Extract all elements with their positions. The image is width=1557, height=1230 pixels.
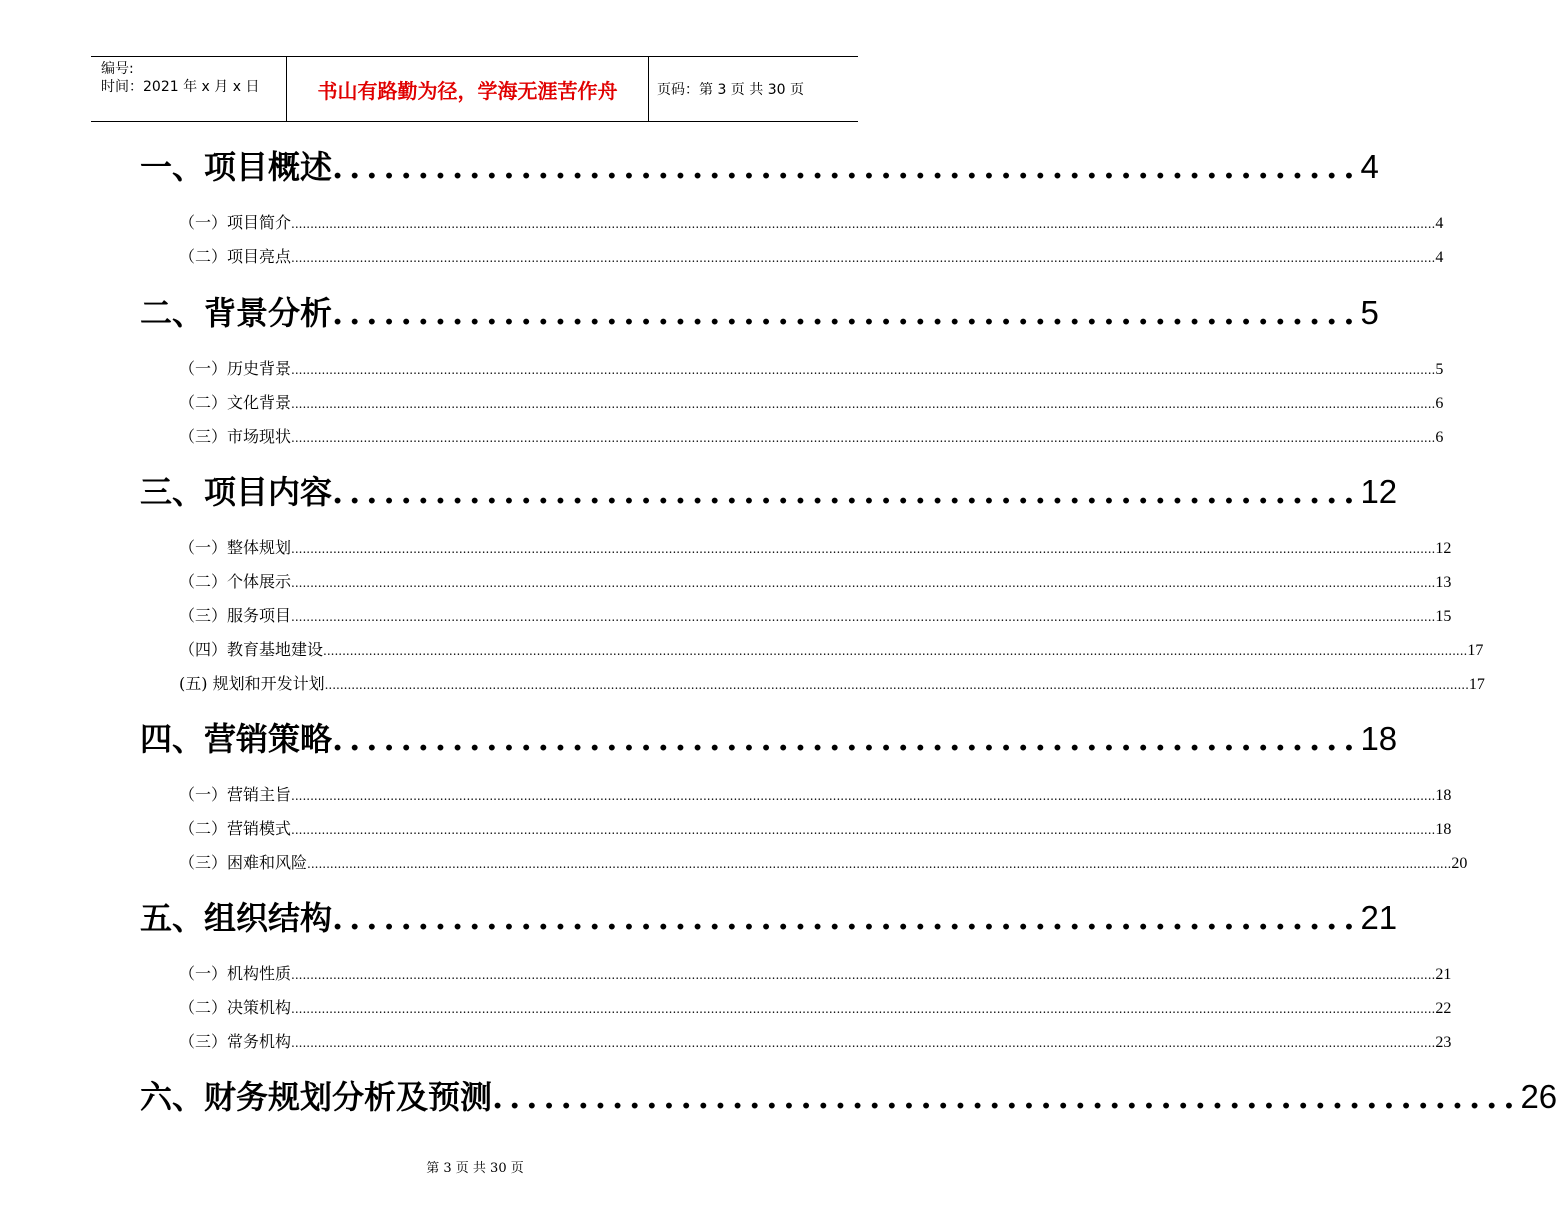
- toc-chapter-entry[interactable]: [140, 288, 1379, 332]
- toc-page-number: 17: [1467, 642, 1484, 659]
- toc-page-number: 13: [1435, 574, 1452, 591]
- toc-entry-title: (五) 规划和开发计划: [179, 674, 325, 693]
- toc-section-entry[interactable]: [179, 356, 1444, 378]
- toc-page-number: 20: [1451, 855, 1468, 872]
- toc-dot-leader: ............................................................: [332, 720, 1361, 758]
- toc-entry-title: （四）教育基地建设: [179, 640, 324, 659]
- time-label: 时间：2021 年 x 月 x 日: [101, 79, 260, 95]
- toc-page-number: 15: [1435, 608, 1452, 625]
- toc-dot-leader: ............................................................................................................................................................................................................................................................................................................: [291, 363, 1436, 377]
- toc-page-number: 18: [1435, 821, 1452, 838]
- toc-page-number: 5: [1360, 294, 1379, 331]
- toc-page-number: 6: [1435, 395, 1444, 412]
- toc-entry-title: 一、项目概述: [140, 148, 333, 186]
- header-page-cell: [649, 57, 858, 121]
- toc-section-entry[interactable]: [179, 603, 1452, 625]
- toc-entry-title: （三）市场现状: [179, 427, 292, 446]
- toc-entry-title: 三、项目内容: [140, 473, 333, 511]
- toc-chapter-entry[interactable]: [140, 467, 1398, 511]
- toc-dot-leader: ............................................................................................................................................................................................................................................................................................................: [291, 397, 1436, 411]
- toc-dot-leader: ............................................................: [332, 473, 1361, 511]
- toc-dot-leader: ............................................................................................................................................................................................................................................................................................................: [291, 1002, 1436, 1016]
- toc-entry-title: （三）服务项目: [179, 606, 292, 625]
- toc-section-entry[interactable]: [179, 637, 1484, 659]
- toc-entry-title: 二、背景分析: [140, 294, 333, 332]
- toc-entry-title: （二）决策机构: [179, 998, 292, 1017]
- toc-page-number: 21: [1435, 966, 1452, 983]
- toc-section-entry[interactable]: [179, 961, 1452, 983]
- toc-chapter-entry[interactable]: [140, 893, 1398, 937]
- toc-section-entry[interactable]: [179, 850, 1468, 872]
- toc-dot-leader: ............................................................................................................................................................................................................................................................................................................: [291, 251, 1436, 265]
- toc-section-entry[interactable]: [179, 782, 1452, 804]
- toc-section-entry[interactable]: [179, 424, 1444, 446]
- toc-section-entry[interactable]: [179, 671, 1485, 693]
- toc-section-entry[interactable]: [179, 569, 1452, 591]
- toc-page-number: 22: [1435, 1000, 1452, 1017]
- page-info: 页码：第 3 页 共 30 页: [657, 82, 804, 98]
- header-meta: [91, 57, 286, 121]
- toc-page-number: 5: [1435, 361, 1444, 378]
- toc-section-entry[interactable]: [179, 535, 1452, 557]
- toc-dot-leader: ............................................................: [332, 899, 1361, 937]
- number-label: 编号:: [101, 61, 134, 77]
- toc-page-number: 18: [1435, 787, 1452, 804]
- toc-page-number: 12: [1360, 473, 1398, 510]
- toc-dot-leader: ............................................................................................................................................................................................................................................................................................................: [291, 789, 1436, 803]
- toc-page-number: 4: [1435, 249, 1444, 266]
- toc-entry-title: （二）个体展示: [179, 572, 292, 591]
- motto-text: 书山有路勤为径，学海无涯苦作舟: [317, 78, 618, 103]
- toc-dot-leader: ............................................................: [332, 148, 1361, 186]
- toc-entry-title: （二）项目亮点: [179, 247, 292, 266]
- toc-dot-leader: ............................................................: [332, 294, 1361, 332]
- toc-section-entry[interactable]: [179, 1029, 1452, 1051]
- toc-dot-leader: ............................................................................................................................................................................................................................................................................................................: [291, 576, 1436, 590]
- toc-entry-title: （三）困难和风险: [179, 853, 308, 872]
- header-motto-cell: [286, 57, 649, 121]
- toc-section-entry[interactable]: [179, 210, 1444, 232]
- page-header: [91, 56, 858, 122]
- toc-entry-title: 四、营销策略: [140, 720, 333, 758]
- toc-entry-title: （一）机构性质: [179, 964, 292, 983]
- toc-dot-leader: ............................................................................................................................................................................................................................................................................................................: [291, 431, 1436, 445]
- toc-section-entry[interactable]: [179, 390, 1444, 412]
- toc-page-number: 21: [1360, 899, 1398, 936]
- toc-page-number: 4: [1360, 148, 1379, 185]
- toc-entry-title: （一）历史背景: [179, 359, 292, 378]
- toc-page-number: 26: [1520, 1078, 1557, 1115]
- page-footer: 第 3 页 共 30 页: [426, 1161, 524, 1176]
- toc-dot-leader: ............................................................................................................................................................................................................................................................................................................: [291, 610, 1436, 624]
- toc-page-number: 17: [1468, 676, 1485, 693]
- toc-page-number: 12: [1435, 540, 1452, 557]
- toc-dot-leader: ............................................................: [492, 1078, 1521, 1116]
- toc-entry-title: （一）项目简介: [179, 213, 292, 232]
- toc-dot-leader: ............................................................................................................................................................................................................................................................................................................: [323, 644, 1468, 658]
- toc-dot-leader: ............................................................................................................................................................................................................................................................................................................: [291, 217, 1436, 231]
- toc-dot-leader: ............................................................................................................................................................................................................................................................................................................: [291, 968, 1436, 982]
- toc-page-number: 23: [1435, 1034, 1452, 1051]
- toc-entry-title: 五、组织结构: [140, 899, 333, 937]
- toc-section-entry[interactable]: [179, 816, 1452, 838]
- toc-entry-title: （一）营销主旨: [179, 785, 292, 804]
- toc-page-number: 6: [1435, 429, 1444, 446]
- toc-page-number: 18: [1360, 720, 1398, 757]
- toc-entry-title: 六、财务规划分析及预测: [140, 1078, 493, 1116]
- toc-entry-title: （二）文化背景: [179, 393, 292, 412]
- toc-section-entry[interactable]: [179, 995, 1452, 1017]
- toc-dot-leader: ............................................................................................................................................................................................................................................................................................................: [291, 823, 1436, 837]
- toc-dot-leader: ............................................................................................................................................................................................................................................................................................................: [291, 1036, 1436, 1050]
- toc-chapter-entry[interactable]: [140, 142, 1379, 186]
- toc-chapter-entry[interactable]: [140, 714, 1398, 758]
- toc-entry-title: （一）整体规划: [179, 538, 292, 557]
- toc-entry-title: （三）常务机构: [179, 1032, 292, 1051]
- toc-page-number: 4: [1435, 215, 1444, 232]
- toc-chapter-entry[interactable]: [140, 1072, 1557, 1116]
- toc-dot-leader: ............................................................................................................................................................................................................................................................................................................: [291, 542, 1436, 556]
- toc-dot-leader: ............................................................................................................................................................................................................................................................................................................: [307, 857, 1452, 871]
- toc-dot-leader: ............................................................................................................................................................................................................................................................................................................: [324, 678, 1469, 692]
- toc-entry-title: （二）营销模式: [179, 819, 292, 838]
- toc-section-entry[interactable]: [179, 244, 1444, 266]
